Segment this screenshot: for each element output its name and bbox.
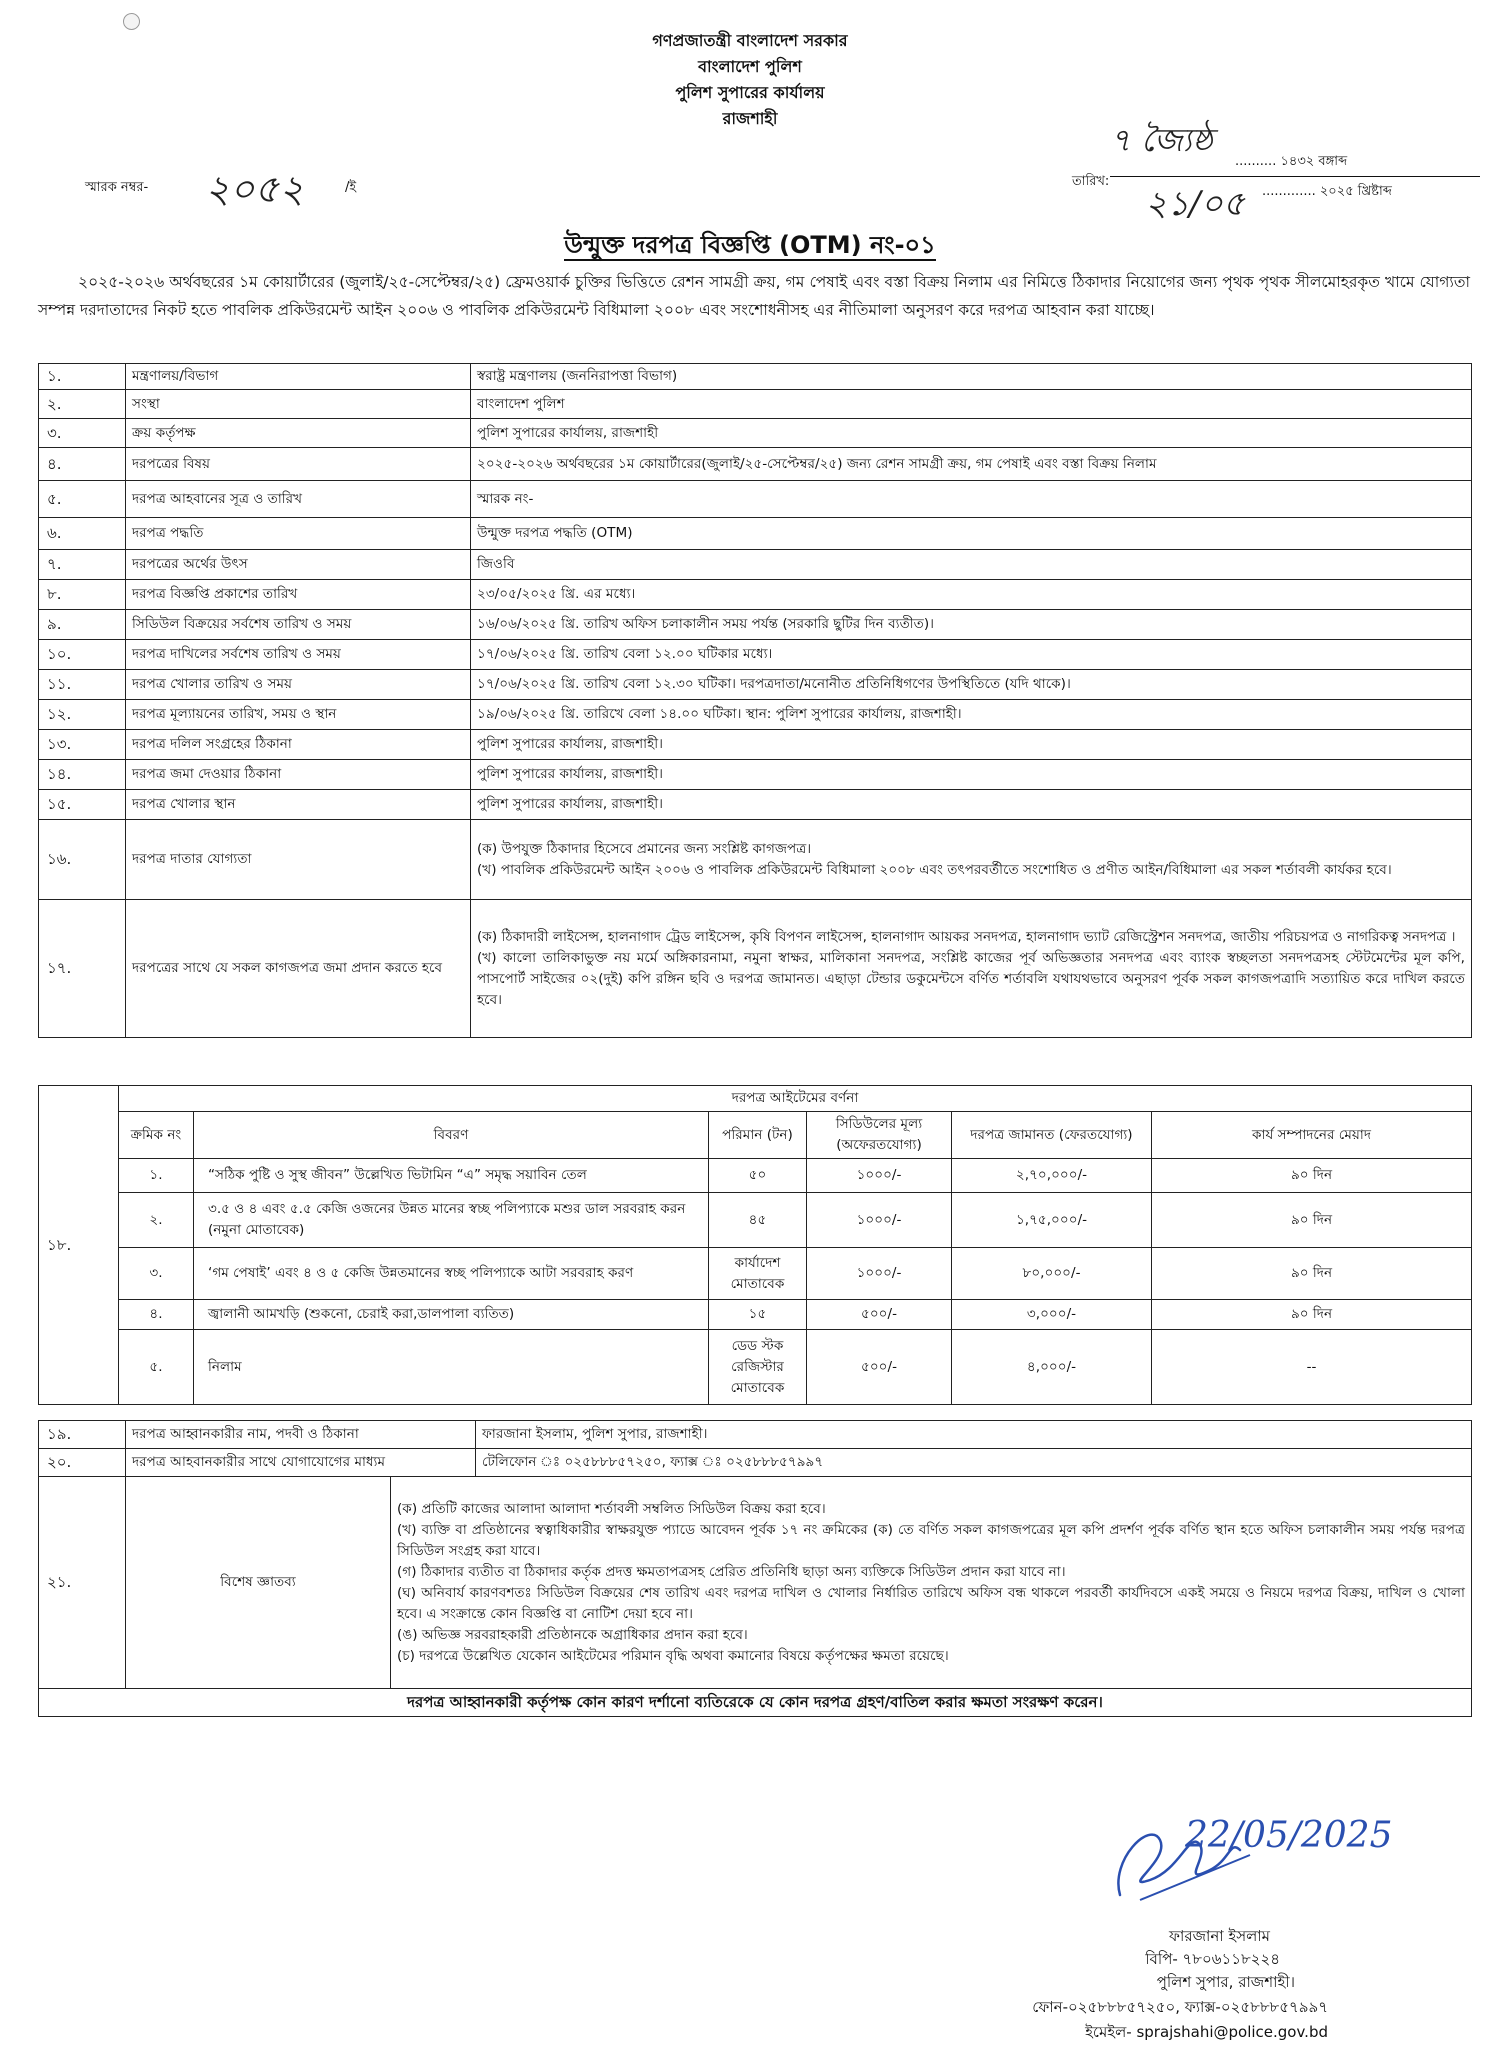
item-price: ১০০০/-	[807, 1248, 952, 1300]
row-value: ১৯/০৬/২০২৫ খ্রি. তারিখে বেলা ১৪.০০ ঘটিকা। স্থান: পুলিশ সুপারের কার্যালয়, রাজশাহী।	[471, 700, 1472, 730]
item-period: ৯০ দিন	[1152, 1248, 1472, 1300]
table-row	[39, 390, 1472, 419]
row-number: ৫.	[39, 481, 126, 518]
row-label: দরপত্র আহ্বানকারীর নাম, পদবী ও ঠিকানা	[126, 1421, 476, 1449]
item-description: ‘গম পেষাই’ এবং ৪ ও ৫ কেজি উন্নতমানের স্বচ্ছ পলিপ্যাকে আটা সরবরাহ করণ	[194, 1248, 709, 1300]
col-header-period: কার্য সম্পাদনের মেয়াদ	[1152, 1112, 1472, 1159]
items-caption-row	[39, 1086, 1472, 1112]
item-period: ৯০ দিন	[1152, 1159, 1472, 1193]
row-label: দরপত্র পদ্ধতি	[126, 518, 471, 550]
contact-table	[38, 1420, 1472, 1717]
row-number: ৭.	[39, 550, 126, 580]
date-divider	[1110, 176, 1480, 177]
row-number: ১৭.	[39, 900, 126, 1038]
item-description: নিলাম	[194, 1330, 709, 1405]
row-number: ১.	[39, 364, 126, 390]
tender-info-table	[38, 363, 1472, 1038]
item-period: ৯০ দিন	[1152, 1300, 1472, 1330]
row-value: স্মারক নং-	[471, 481, 1472, 518]
table-row	[39, 610, 1472, 640]
row-label: দরপত্র আহবানকারীর সাথে যোগাযোগের মাধ্যম	[126, 1449, 476, 1477]
table-row	[39, 1193, 1472, 1248]
item-price: ১০০০/-	[807, 1159, 952, 1193]
row-label: সিডিউল বিক্রয়ের সর্বশেষ তারিখ ও সময়	[126, 610, 471, 640]
signatory-designation: পুলিশ সুপার, রাজশাহী।	[1156, 1973, 1295, 1991]
memo-suffix: /ই	[345, 180, 357, 195]
signatory-email: ইমেইল- sprajshahi@police.gov.bd	[1085, 2023, 1328, 2041]
table-row	[39, 700, 1472, 730]
note-line: (খ) ব্যক্তি বা প্রতিষ্ঠানের স্বত্বাধিকারীর স্বাক্ষরযুক্ত প্যাডে আবেদন পূর্বক ১৭ নং ক্রমিকের (ক) তে বর্ণিত সকল কাগজপত্রের মূল কপি প্রদর্শণ পূর্বক বর্ণিত স্থান হতে অফিস চলাকালীন সময় পর্যন্ত দরপত্র সিডিউল সংগ্রহ করা যাবে।	[397, 1521, 1465, 1559]
date-label: তারিখ:	[1072, 174, 1110, 189]
item-serial: ৫.	[119, 1330, 194, 1405]
row-value: ফারজানা ইসলাম, পুলিশ সুপার, রাজশাহী।	[476, 1421, 1472, 1449]
date-greg-printed: ............. ২০২৫ খ্রিষ্টাব্দ	[1262, 184, 1392, 199]
row-number: ৯.	[39, 610, 126, 640]
item-security: ৩,০০০/-	[952, 1300, 1152, 1330]
item-quantity: ৪৫	[709, 1193, 807, 1248]
qualification-b: (খ) পাবলিক প্রকিউরমেন্ট আইন ২০০৬ ও পাবলিক প্রকিউরমেন্ট বিধিমালা ২০০৮ এবং তৎপরবর্তীতে সংশোধিত ও প্রণীত আইন/বিধিমালা এর সকল শর্তাবলী কার্যকর হবে।	[477, 861, 1392, 878]
table-row	[39, 448, 1472, 481]
row-number: ১১.	[39, 670, 126, 700]
row-value: স্বরাষ্ট্র মন্ত্রণালয় (জননিরাপত্তা বিভাগ)	[471, 364, 1472, 390]
item-security: ২,৭০,০০০/-	[952, 1159, 1152, 1193]
row-number: ৩.	[39, 419, 126, 448]
row-number: ২.	[39, 390, 126, 419]
table-row	[39, 1477, 1472, 1689]
table-row	[39, 820, 1472, 900]
footer-row	[39, 1689, 1472, 1717]
row-number: ১৯.	[39, 1421, 126, 1449]
date-greg-handwritten: ২১/০৫	[1145, 184, 1245, 224]
item-price: ১০০০/-	[807, 1193, 952, 1248]
item-quantity: কার্যাদেশ মোতাবেক	[709, 1248, 807, 1300]
item-period: --	[1152, 1330, 1472, 1405]
col-header-serial: ক্রমিক নং	[119, 1112, 194, 1159]
item-security: ৪,০০০/-	[952, 1330, 1152, 1405]
table-row	[39, 1300, 1472, 1330]
signatory-name: ফারজানা ইসলাম	[1169, 1927, 1270, 1945]
govt-header: গণপ্রজাতন্ত্রী বাংলাদেশ সরকার	[652, 31, 848, 50]
table-row	[39, 1449, 1472, 1477]
table-row	[39, 760, 1472, 790]
row-label: দরপত্র মূল্যায়নের তারিখ, সময় ও স্থান	[126, 700, 471, 730]
item-security: ১,৭৫,০০০/-	[952, 1193, 1152, 1248]
item-period: ৯০ দিন	[1152, 1193, 1472, 1248]
row-label: দরপত্র বিজ্ঞপ্তি প্রকাশের তারিখ	[126, 580, 471, 610]
signature-date: 22/05/2025	[1185, 1815, 1393, 1856]
signatory-phone: ফোন-০২৫৮৮৮৫৭২৫০, ফ্যাক্স-০২৫৮৮৮৫৭৯৯৭	[1032, 1998, 1328, 2016]
row-number: ১৬.	[39, 820, 126, 900]
date-bangla-handwritten: ৭ জ্যৈষ্ঠ	[1110, 121, 1213, 159]
table-row	[39, 670, 1472, 700]
row-label: ক্রয় কর্তৃপক্ষ	[126, 419, 471, 448]
intro-paragraph: ২০২৫-২০২৬ অর্থবছরের ১ম কোয়ার্টারের (জুলাই/২৫-সেপ্টেম্বর/২৫) ফ্রেমওয়ার্ক চুক্তির ভিত্তিতে রেশন সামগ্রী ক্রয়, গম পেষাই এবং বস্তা বিক্রয় নিলাম এর নিমিত্তে ঠিকাদার নিয়োগের জন্য পৃথক পৃথক সীলমোহরকৃত খামে যোগ্যতা সম্পন্ন দরদাতাদের নিকট হতে পাবলিক প্রকিউরমেন্ট আইন ২০০৬ ও পাবলিক প্রকিউরমেন্ট বিধিমালা ২০০৮ এবং সংশোধনীসহ এর নীতিমালা অনুসরণ করে দরপত্র আহবান করা যাচ্ছে।	[38, 273, 1470, 319]
footer-note: দরপত্র আহ্বানকারী কর্তৃপক্ষ কোন কারণ দর্শানো ব্যতিরেকে যে কোন দরপত্র গ্রহণ/বাতিল করার ক্ষমতা সংরক্ষণ করেন।	[39, 1689, 1472, 1717]
col-header-security: দরপত্র জামানত (ফেরতযোগ্য)	[952, 1112, 1152, 1159]
row-value: টেলিফোন ঃ ০২৫৮৮৮৫৭২৫০, ফ্যাক্স ঃ ০২৫৮৮৮৫৭৯৯৭	[476, 1449, 1472, 1477]
row-value	[471, 900, 1472, 1038]
table-row	[39, 640, 1472, 670]
table-row	[39, 1421, 1472, 1449]
row-value: ১৭/০৬/২০২৫ খ্রি. তারিখ বেলা ১২.০০ ঘটিকার মধ্যে।	[471, 640, 1472, 670]
row-value: পুলিশ সুপারের কার্যালয়, রাজশাহী	[471, 419, 1472, 448]
item-quantity: ৫০	[709, 1159, 807, 1193]
documents-b: (খ) কালো তালিকাভুক্ত নয় মর্মে অঙ্গিকারনামা, নমুনা স্বাক্ষর, মালিকানা সনদপত্র, সংশ্লিষ্ট কাজের পূর্ব অভিজ্ঞতার সনদপত্র এবং ব্যাংক স্বচ্ছলতা সনদপত্রসহ স্টেটমেন্টের মূল কপি, পাসপোর্ট সাইজের ০২(দুই) কপি রঙ্গিন ছবি ও দরপত্র জামানত। এছাড়া টেন্ডার ডকুমেন্টসে বর্ণিত শর্তাবলি যথাযথভাবে অনুসরণ পূর্বক সকল কাগজপত্রাদি সত্যায়িত করে দাখিল করতে হবে।	[477, 949, 1465, 1008]
note-line: (ক) প্রতিটি কাজের আলাদা আলাদা শর্তাবলী সম্বলিত সিডিউল বিক্রয় করা হবে।	[397, 1500, 826, 1517]
item-quantity: ১৫	[709, 1300, 807, 1330]
col-header-quantity: পরিমান (টন)	[709, 1112, 807, 1159]
table-row	[39, 550, 1472, 580]
table-row	[39, 419, 1472, 448]
item-description: “সঠিক পুষ্টি ও সুস্থ জীবন” উল্লেখিত ভিটামিন “এ” সমৃদ্ধ সয়াবিন তেল	[194, 1159, 709, 1193]
row-number: ২০.	[39, 1449, 126, 1477]
notice-title: উন্মুক্ত দরপত্র বিজ্ঞপ্তি (OTM) নং-০১	[564, 231, 936, 259]
item-serial: ১.	[119, 1159, 194, 1193]
row-label: দরপত্র আহবানের সূত্র ও তারিখ	[126, 481, 471, 518]
row-value: ২০২৫-২০২৬ অর্থবছরের ১ম কোয়ার্টারের(জুলাই/২৫-সেপ্টেম্বর/২৫) জন্য রেশন সামগ্রী ক্রয়, গম পেষাই এবং বস্তা বিক্রয় নিলাম	[471, 448, 1472, 481]
table-row	[39, 364, 1472, 390]
col-header-schedule-price: সিডিউলের মূল্য (অফেরতযোগ্য)	[807, 1112, 952, 1159]
table-row	[39, 1248, 1472, 1300]
row-number: ৬.	[39, 518, 126, 550]
row-value: ১৭/০৬/২০২৫ খ্রি. তারিখ বেলা ১২.৩০ ঘটিকা। দরপত্রদাতা/মনোনীত প্রতিনিধিগণের উপস্থিতিতে (যদি থাকে)।	[471, 670, 1472, 700]
row-value: ১৬/০৬/২০২৫ খ্রি. তারিখ অফিস চলাকালীন সময় পর্যন্ত (সরকারি ছুটির দিন ব্যতীত)।	[471, 610, 1472, 640]
row-value: জিওবি	[471, 550, 1472, 580]
item-description: ৩.৫ ও ৪ এবং ৫.৫ কেজি ওজনের উন্নত মানের স্বচ্ছ পলিপ্যাকে মশুর ডাল সরবরাহ করন (নমুনা মোতাবেক)	[194, 1193, 709, 1248]
item-serial: ২.	[119, 1193, 194, 1248]
row-number: ১২.	[39, 700, 126, 730]
row-value: বাংলাদেশ পুলিশ	[471, 390, 1472, 419]
row-value: পুলিশ সুপারের কার্যালয়, রাজশাহী।	[471, 790, 1472, 820]
row-value: উন্মুক্ত দরপত্র পদ্ধতি (OTM)	[471, 518, 1472, 550]
row-number: ১৪.	[39, 760, 126, 790]
signatory-bp: বিপি- ৭৮০৬১১৮২২৪	[1145, 1950, 1280, 1968]
item-price: ৫০০/-	[807, 1330, 952, 1405]
items-table	[38, 1085, 1472, 1405]
row-label: মন্ত্রণালয়/বিভাগ	[126, 364, 471, 390]
row-label: দরপত্র দলিল সংগ্রহের ঠিকানা	[126, 730, 471, 760]
date-bangla-printed: .......... ১৪৩২ বঙ্গাব্দ	[1235, 154, 1348, 169]
row-number: ১৮.	[39, 1086, 119, 1405]
table-row	[39, 481, 1472, 518]
row-number: ১৫.	[39, 790, 126, 820]
item-price: ৫০০/-	[807, 1300, 952, 1330]
row-label: দরপত্র খোলার স্থান	[126, 790, 471, 820]
row-number: ৪.	[39, 448, 126, 481]
police-header: বাংলাদেশ পুলিশ	[698, 57, 802, 76]
col-header-description: বিবরণ	[194, 1112, 709, 1159]
documents-a: (ক) ঠিকাদারী লাইসেন্স, হালনাগাদ ট্রেড লাইসেন্স, কৃষি বিপণন লাইসেন্স, হালনাগাদ আয়কর সনদপত্র, হালনাগাদ ভ্যাট রেজিস্ট্রেশন সনদপত্র, জাতীয় পরিচয়পত্র ও নাগরিকত্ব সনদপত্র ।	[477, 928, 1456, 945]
row-value: পুলিশ সুপারের কার্যালয়, রাজশাহী।	[471, 730, 1472, 760]
table-row	[39, 1330, 1472, 1405]
row-value: পুলিশ সুপারের কার্যালয়, রাজশাহী।	[471, 760, 1472, 790]
table-row	[39, 518, 1472, 550]
note-line: (ঘ) অনিবার্য কারণবশতঃ সিডিউল বিক্রয়ের শেষ তারিখ এবং দরপত্র দাখিল ও খোলার নির্ধারিত তারিখে অফিস বন্ধ থাকলে পরবর্তী কার্যদিবসে একই সময়ে ও নিয়মে দরপত্র বিক্রয়, দাখিল ও খোলা হবে। এ সংক্রান্তে কোন বিজ্ঞপ্তি বা নোটিশ দেয়া হবে না।	[397, 1584, 1465, 1622]
table-row	[39, 580, 1472, 610]
row-number: ১০.	[39, 640, 126, 670]
table-row	[39, 900, 1472, 1038]
row-value	[471, 820, 1472, 900]
city-header: রাজশাহী	[722, 109, 778, 128]
item-description: জ্বালানী আমখড়ি (শুকনো, চেরাই করা,ডালপালা ব্যতিত)	[194, 1300, 709, 1330]
table-row	[39, 790, 1472, 820]
table-row	[39, 1159, 1472, 1193]
items-header-row	[39, 1112, 1472, 1159]
memo-label: স্মারক নম্বর-	[85, 180, 149, 195]
items-caption: দরপত্র আইটেমের বর্ণনা	[119, 1086, 1472, 1112]
row-number: ৮.	[39, 580, 126, 610]
row-number: ২১.	[39, 1477, 126, 1689]
special-notes	[391, 1477, 1472, 1689]
item-security: ৮০,০০০/-	[952, 1248, 1152, 1300]
row-label: দরপত্র জমা দেওয়ার ঠিকানা	[126, 760, 471, 790]
row-label: সংস্থা	[126, 390, 471, 419]
qualification-a: (ক) উপযুক্ত ঠিকাদার হিসেবে প্রমানের জন্য সংশ্লিষ্ট কাগজপত্র।	[477, 840, 812, 857]
row-label: দরপত্র দাখিলের সর্বশেষ তারিখ ও সময়	[126, 640, 471, 670]
row-label: দরপত্র খোলার তারিখ ও সময়	[126, 670, 471, 700]
row-value: ২৩/০৫/২০২৫ খ্রি. এর মধ্যে।	[471, 580, 1472, 610]
note-line: (গ) ঠিকাদার ব্যতীত বা ঠিকাদার কর্তৃক প্রদত্ত ক্ষমতাপত্রসহ প্রেরিত প্রতিনিধি ছাড়া অন্য ব্যক্তিকে সিডিউল প্রদান করা যাবে না।	[397, 1563, 1066, 1580]
row-label: দরপত্রের অর্থের উৎস	[126, 550, 471, 580]
item-serial: ৪.	[119, 1300, 194, 1330]
row-number: ১৩.	[39, 730, 126, 760]
item-serial: ৩.	[119, 1248, 194, 1300]
row-label: দরপত্রের সাথে যে সকল কাগজপত্র জমা প্রদান করতে হবে	[126, 900, 471, 1038]
row-label: বিশেষ জ্ঞাতব্য	[126, 1477, 391, 1689]
note-line: (ঙ) অভিজ্ঞ সরবরাহকারী প্রতিষ্ঠানকে অগ্রাধিকার প্রদান করা হবে।	[397, 1626, 748, 1643]
row-label: দরপত্রের বিষয়	[126, 448, 471, 481]
note-line: (চ) দরপত্রে উল্লেখিত যেকোন আইটেমের পরিমান বৃদ্ধি অথবা কমানোর বিষয়ে কর্তৃপক্ষের ক্ষমতা রয়েছে।	[397, 1647, 949, 1664]
row-label: দরপত্র দাতার যোগ্যতা	[126, 820, 471, 900]
memo-number: ২০৫২	[205, 167, 304, 211]
item-quantity: ডেড স্টক রেজিস্টার মোতাবেক	[709, 1330, 807, 1405]
table-row	[39, 730, 1472, 760]
office-header: পুলিশ সুপারের কার্যালয়	[675, 83, 825, 102]
